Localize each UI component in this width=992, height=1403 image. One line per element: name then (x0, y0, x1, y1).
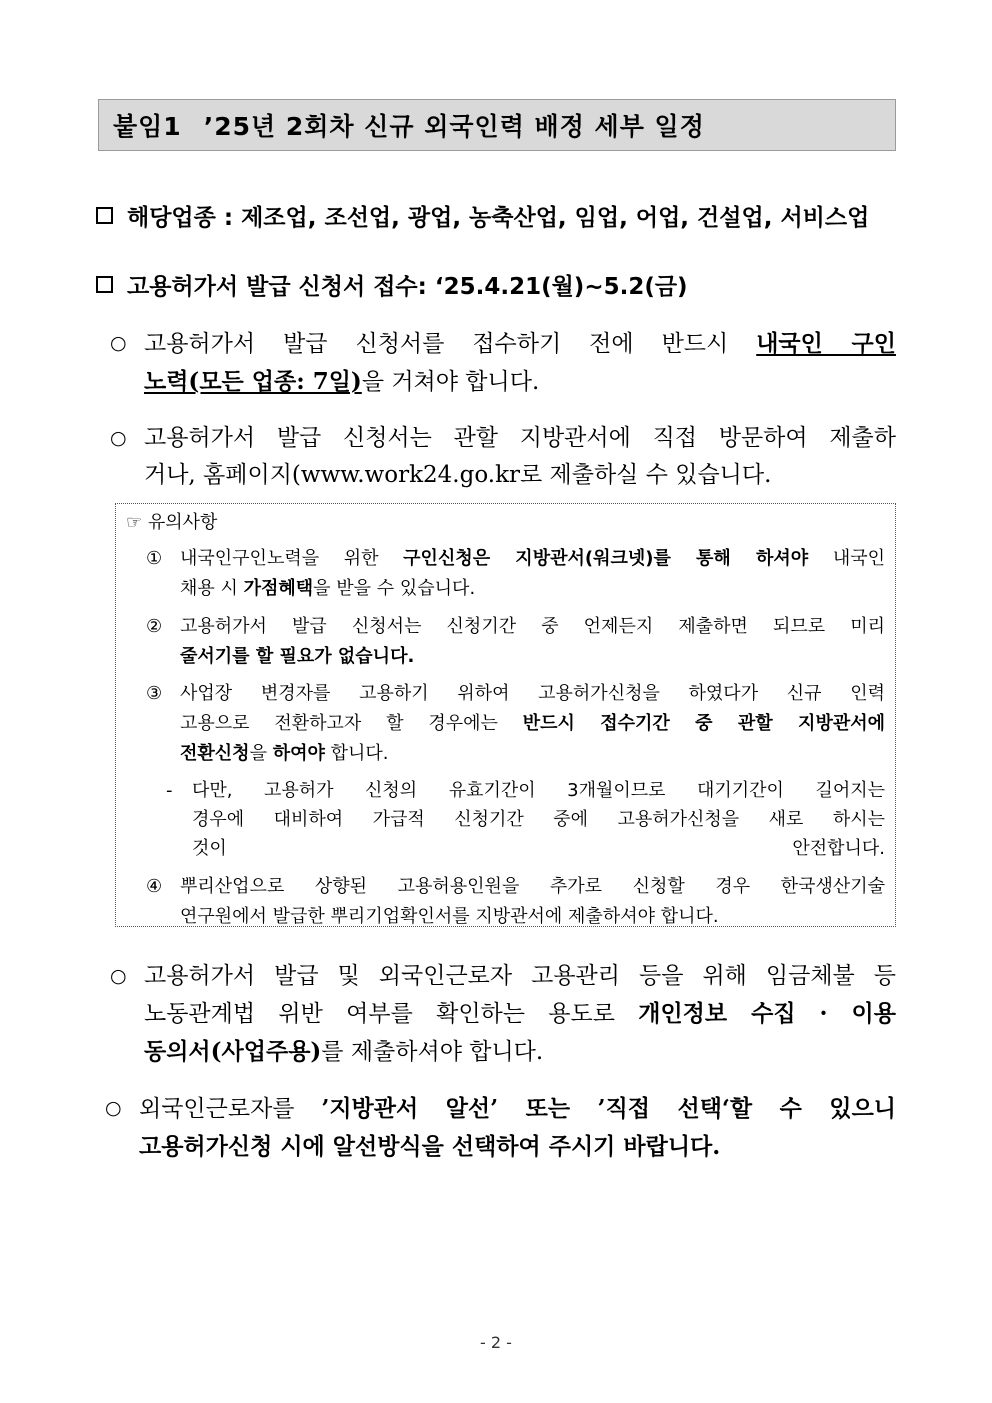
notice-box (115, 503, 896, 927)
notice-line: 채용 시 가점혜택을 받을 수 있습니다. (180, 578, 476, 599)
circle-bullet-icon: ○ (105, 1097, 122, 1119)
section-industries-text: 해당업종 : 제조업, 조선업, 광업, 농축산업, 임업, 어업, 건설업, 서비스업 (127, 205, 870, 231)
item-number: ① (146, 548, 163, 569)
paragraph-line: 동의서(사업주용)를 제출하셔야 합니다. (144, 1038, 544, 1065)
notice-line: 것이 안전합니다. (192, 838, 885, 859)
notice-item-2 (146, 612, 885, 672)
square-bullet-icon (96, 276, 113, 293)
circle-bullet-icon: ○ (110, 332, 127, 354)
notice-line: 내국인구인노력을 위한 구인신청은 지방관서(워크넷)를 통해 하셔야 내국인 (180, 548, 885, 569)
notice-line: 다만, 고용허가 신청의 유효기간이 3개월이므로 대기기간이 길어지는 (192, 780, 885, 801)
page-title: ’25년 2회차 신규 외국인력 배정 세부 일정 (203, 112, 705, 141)
notice-line: 연구원에서 발급한 뿌리기업확인서를 지방관서에 제출하셔야 합니다. (180, 906, 719, 927)
paragraph-line: 거나, 홈페이지(www.work24.go.kr로 제출하실 수 있습니다. (144, 462, 772, 488)
paragraph-line: 고용허가서 발급 신청서는 관할 지방관서에 직접 방문하여 제출하 (144, 425, 896, 451)
section-industries (96, 199, 869, 232)
item-number: ② (146, 616, 163, 637)
paragraph-line: 고용허가서 발급 신청서를 접수하기 전에 반드시 내국인 구인 (144, 330, 896, 357)
paragraph-privacy-consent (110, 958, 896, 1071)
notice-line: 고용으로 전환하고자 할 경우에는 반드시 접수기간 중 관할 지방관서에 (180, 713, 885, 734)
notice-line: 전환신청을 하여야 합니다. (180, 743, 389, 764)
notice-item-3 (146, 679, 885, 769)
notice-line: 경우에 대비하여 가급적 신청기간 중에 고용허가신청을 새로 하시는 (192, 809, 885, 830)
circle-bullet-icon: ○ (110, 965, 127, 987)
circle-bullet-icon: ○ (110, 427, 127, 449)
paragraph-line: 고용허가서 발급 및 외국인근로자 고용관리 등을 위해 임금체불 등 (144, 963, 896, 989)
paragraph-placement-method (105, 1090, 896, 1165)
attachment-label: 붙임1 (113, 112, 182, 141)
paragraph-domestic-effort (110, 325, 896, 401)
notice-line: 사업장 변경자를 고용하기 위하여 고용허가신청을 하였다가 신규 인력 (180, 683, 885, 704)
section-period (96, 268, 688, 301)
notice-item-1 (146, 544, 885, 604)
paragraph-line: 노력(모든 업종: 7일)을 거쳐야 합니다. (144, 368, 540, 395)
item-number: ④ (146, 876, 163, 897)
dash-bullet: - (166, 780, 173, 801)
paragraph-line: 고용허가신청 시에 알선방식을 선택하여 주시기 바랍니다. (139, 1133, 721, 1160)
title-box (98, 99, 896, 151)
notice-heading: ☞ 유의사항 (126, 512, 218, 533)
page-number: - 2 - (480, 1333, 512, 1352)
paragraph-submission (110, 420, 896, 494)
notice-item-3-note (166, 776, 885, 863)
section-period-text: 고용허가서 발급 신청서 접수: ‘25.4.21(월)~5.2(금) (127, 274, 688, 300)
paragraph-line: 외국인근로자를 ’지방관서 알선’ 또는 ’직접 선택‘할 수 있으니 (139, 1095, 897, 1122)
notice-line: 고용허가서 발급 신청서는 신청기간 중 언제든지 제출하면 되므로 미리 (180, 616, 885, 637)
notice-item-4 (146, 872, 885, 932)
notice-line: 뿌리산업으로 상향된 고용허용인원을 추가로 신청할 경우 한국생산기술 (180, 876, 885, 897)
notice-line: 줄서기를 할 필요가 없습니다. (180, 646, 415, 667)
item-number: ③ (146, 683, 163, 704)
square-bullet-icon (96, 207, 113, 224)
paragraph-line: 노동관계법 위반 여부를 확인하는 용도로 개인정보 수집 · 이용 (144, 1000, 896, 1027)
